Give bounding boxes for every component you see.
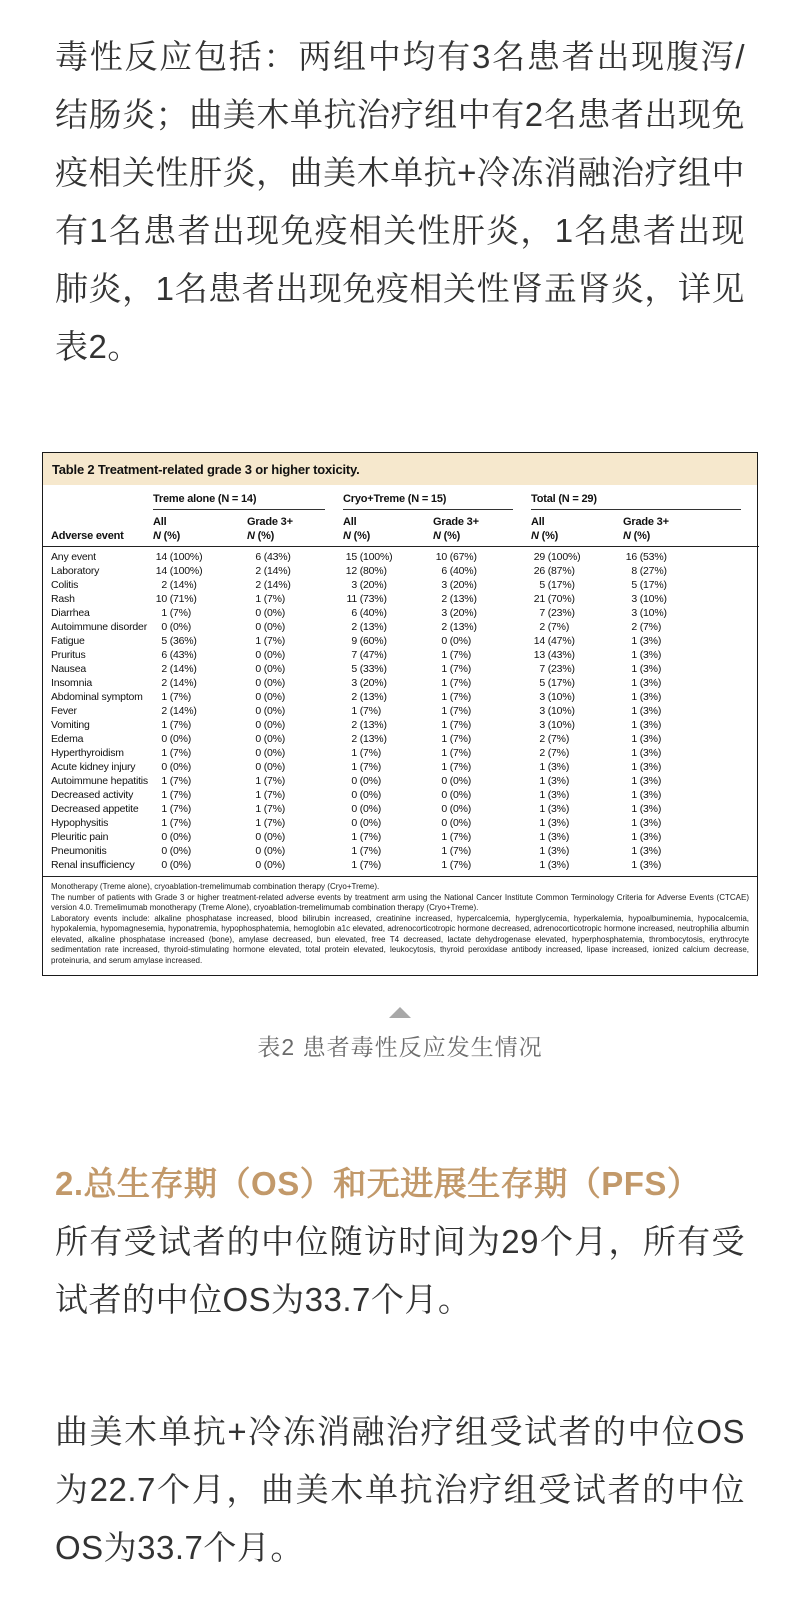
value-cell: 7 (47%)	[351, 649, 387, 661]
table-row	[43, 830, 759, 844]
npct-header: N (%)	[623, 529, 759, 547]
value-cell: 1 (7%)	[441, 733, 472, 745]
table-footnote: Laboratory events include: alkaline phosphatase increased, blood bilirubin increased, creatinine increased, hypercalcemia, hyperglycemia, hyperkalemia, hypoalbuminemia, hypocalcemia, hypokalemia, hypomagnesemia, hyponatremia, hypophosphatemia, hemoglobin a1c elevated, adrenocorticotropic hormone decreased, adrenocorticotropic hormone increased, neutrophilia albumin elevated, alkaline phosphatase increased (bone), amylase decreased, bun elevated, free T4 decreased, lactate dehydrogenase elevated, hyperphosphatemia, thrombocytosis, erythrocyte sedimentation rate increased, thyroid-stimulating hormone elevated, total protein elevated, leukocytosis, thyroid peroxidase antibody increased, lipase increased, ionized calcium decrease, proteinuria, and serum amylase increased.	[51, 913, 749, 965]
value-cell: 1 (7%)	[441, 719, 472, 731]
group-header-treme-alone	[153, 485, 343, 510]
group-label: Cryo+Treme (N = 15)	[343, 493, 513, 510]
value-cell: 3 (10%)	[539, 691, 575, 703]
sub-header-grade3: Grade 3+	[623, 516, 669, 528]
group-label: Total (N = 29)	[531, 493, 741, 510]
value-cell: 2 (14%)	[161, 579, 197, 591]
adverse-event-cell: Hypophysitis	[51, 817, 109, 829]
adverse-event-cell: Any event	[51, 551, 96, 563]
value-cell: 1 (3%)	[631, 761, 662, 773]
value-cell: 1 (7%)	[351, 845, 382, 857]
value-cell: 1 (3%)	[631, 775, 662, 787]
adverse-event-cell: Acute kidney injury	[51, 761, 136, 773]
value-cell: 1 (7%)	[161, 789, 192, 801]
value-cell: 1 (7%)	[255, 803, 286, 815]
npct-header: N (%)	[343, 529, 433, 547]
value-cell: 2 (7%)	[631, 621, 662, 633]
value-cell: 0 (0%)	[255, 705, 286, 717]
value-cell: 1 (7%)	[161, 817, 192, 829]
value-cell: 12 (80%)	[345, 565, 387, 577]
adverse-event-cell: Fever	[51, 705, 77, 717]
table-npct-header-row	[43, 529, 759, 547]
adverse-event-cell: Pleuritic pain	[51, 831, 109, 843]
value-cell: 7 (23%)	[539, 663, 575, 675]
value-cell: 0 (0%)	[351, 803, 382, 815]
figure-caption-block	[0, 1007, 800, 1062]
value-cell: 1 (3%)	[631, 733, 662, 745]
value-cell: 1 (3%)	[631, 691, 662, 703]
value-cell: 1 (3%)	[631, 817, 662, 829]
value-cell: 1 (7%)	[441, 705, 472, 717]
value-cell: 1 (7%)	[441, 831, 472, 843]
value-cell: 0 (0%)	[441, 635, 472, 647]
npct-header: N (%)	[247, 529, 343, 547]
value-cell: 2 (13%)	[351, 691, 387, 703]
toxicity-table-figure	[42, 452, 758, 976]
value-cell: 1 (3%)	[631, 803, 662, 815]
value-cell: 1 (3%)	[539, 775, 570, 787]
value-cell: 26 (87%)	[533, 565, 575, 577]
value-cell: 2 (7%)	[539, 621, 570, 633]
value-cell: 14 (100%)	[155, 565, 203, 577]
value-cell: 0 (0%)	[161, 733, 192, 745]
value-cell: 0 (0%)	[255, 831, 286, 843]
value-cell: 1 (3%)	[539, 845, 570, 857]
table-group-header-row	[43, 485, 759, 510]
adverse-event-cell: Insomnia	[51, 677, 93, 689]
value-cell: 0 (0%)	[161, 761, 192, 773]
value-cell: 1 (7%)	[161, 747, 192, 759]
value-cell: 1 (3%)	[539, 789, 570, 801]
adverse-event-cell: Abdominal symptom	[51, 691, 143, 703]
adverse-event-cell: Vomiting	[51, 719, 90, 731]
npct-header: N (%)	[433, 529, 531, 547]
sub-header-all: All	[153, 516, 167, 528]
value-cell: 0 (0%)	[351, 789, 382, 801]
table-footnote: The number of patients with Grade 3 or higher treatment-related adverse events by treatment arm using the National Cancer Institute Common Terminology Criteria for Adverse Events (CTCAE) version 4.0. Tremelimumab monotherapy (Treme Alone), cryoablation-tremelimumab combination therapy (Cryo+Treme).	[51, 892, 749, 912]
value-cell: 0 (0%)	[161, 845, 192, 857]
value-cell: 1 (3%)	[539, 817, 570, 829]
group-header-total	[531, 485, 759, 510]
figure-caption: 表2 患者毒性反应发生情况	[257, 1034, 543, 1060]
adverse-event-cell: Laboratory	[51, 565, 100, 577]
value-cell: 5 (33%)	[351, 663, 387, 675]
table-row	[43, 704, 759, 718]
section-heading-os-pfs: 2.总生存期（OS）和无进展生存期（PFS）	[55, 1165, 701, 1202]
value-cell: 14 (100%)	[155, 551, 203, 563]
value-cell: 2 (13%)	[441, 621, 477, 633]
bottom-spacer	[0, 1577, 800, 1618]
value-cell: 1 (3%)	[631, 789, 662, 801]
value-cell: 3 (10%)	[539, 719, 575, 731]
value-cell: 1 (3%)	[631, 845, 662, 857]
value-cell: 1 (3%)	[631, 859, 662, 871]
value-cell: 0 (0%)	[351, 817, 382, 829]
value-cell: 1 (3%)	[631, 663, 662, 675]
table-row	[43, 718, 759, 732]
value-cell: 1 (7%)	[255, 635, 286, 647]
group-header-cryo-treme	[343, 485, 531, 510]
value-cell: 1 (7%)	[441, 649, 472, 661]
table-row	[43, 844, 759, 858]
value-cell: 2 (14%)	[161, 663, 197, 675]
triangle-up-icon	[389, 1007, 411, 1018]
value-cell: 0 (0%)	[255, 747, 286, 759]
value-cell: 0 (0%)	[351, 775, 382, 787]
value-cell: 6 (43%)	[161, 649, 197, 661]
value-cell: 1 (3%)	[539, 761, 570, 773]
value-cell: 0 (0%)	[441, 803, 472, 815]
value-cell: 2 (14%)	[255, 579, 291, 591]
value-cell: 1 (3%)	[631, 705, 662, 717]
value-cell: 0 (0%)	[255, 691, 286, 703]
value-cell: 2 (14%)	[161, 705, 197, 717]
value-cell: 1 (7%)	[351, 747, 382, 759]
value-cell: 1 (3%)	[631, 831, 662, 843]
value-cell: 2 (7%)	[539, 733, 570, 745]
table-row	[43, 774, 759, 788]
value-cell: 6 (40%)	[441, 565, 477, 577]
value-cell: 1 (3%)	[539, 859, 570, 871]
value-cell: 3 (20%)	[351, 579, 387, 591]
table-row	[43, 634, 759, 648]
value-cell: 1 (7%)	[441, 677, 472, 689]
value-cell: 1 (7%)	[255, 817, 286, 829]
adverse-event-cell: Renal insufficiency	[51, 859, 135, 871]
value-cell: 13 (43%)	[533, 649, 575, 661]
sub-header-grade3: Grade 3+	[247, 516, 293, 528]
value-cell: 0 (0%)	[255, 607, 286, 619]
value-cell: 2 (13%)	[351, 621, 387, 633]
value-cell: 1 (3%)	[631, 677, 662, 689]
table-row	[43, 690, 759, 704]
intro-paragraph: 毒性反应包括：两组中均有3名患者出现腹泻/结肠炎；曲美木单抗治疗组中有2名患者出现免疫相关性肝炎，曲美木单抗+冷冻消融治疗组中有1名患者出现免疫相关性肝炎，1名患者出现肺炎，1名患者出现免疫相关性肾盂肾炎，详见表2。	[55, 38, 745, 365]
value-cell: 1 (7%)	[351, 859, 382, 871]
value-cell: 2 (7%)	[539, 747, 570, 759]
table-title: Table 2 Treatment-related grade 3 or higher toxicity.	[43, 453, 757, 485]
value-cell: 1 (7%)	[161, 803, 192, 815]
table-footnotes	[43, 876, 757, 975]
adverse-event-header: Adverse event	[43, 529, 153, 547]
table-row	[43, 746, 759, 760]
value-cell: 1 (7%)	[441, 845, 472, 857]
table-footnote: Monotherapy (Treme alone), cryoablation-tremelimumab combination therapy (Cryo+Treme).	[51, 882, 380, 891]
value-cell: 3 (10%)	[631, 607, 667, 619]
value-cell: 0 (0%)	[255, 621, 286, 633]
value-cell: 1 (7%)	[441, 663, 472, 675]
adverse-event-cell: Diarrhea	[51, 607, 90, 619]
value-cell: 0 (0%)	[255, 719, 286, 731]
value-cell: 1 (7%)	[161, 691, 192, 703]
value-cell: 2 (13%)	[351, 733, 387, 745]
value-cell: 2 (13%)	[441, 593, 477, 605]
value-cell: 5 (17%)	[539, 677, 575, 689]
value-cell: 6 (40%)	[351, 607, 387, 619]
table-row	[43, 564, 759, 578]
table-row	[43, 606, 759, 620]
value-cell: 2 (13%)	[351, 719, 387, 731]
os-paragraph-2: 曲美木单抗+冷冻消融治疗组受试者的中位OS为22.7个月，曲美木单抗治疗组受试者的中位OS为33.7个月。	[55, 1413, 745, 1566]
value-cell: 2 (14%)	[255, 565, 291, 577]
table-row	[43, 802, 759, 816]
adverse-event-cell: Autoimmune hepatitis	[51, 775, 148, 787]
value-cell: 1 (7%)	[161, 719, 192, 731]
toxicity-table	[43, 485, 759, 872]
value-cell: 0 (0%)	[255, 761, 286, 773]
table-row	[43, 676, 759, 690]
value-cell: 0 (0%)	[255, 859, 286, 871]
value-cell: 1 (7%)	[351, 705, 382, 717]
value-cell: 7 (23%)	[539, 607, 575, 619]
sub-header-all: All	[531, 516, 545, 528]
table-row	[43, 648, 759, 662]
adverse-event-cell: Edema	[51, 733, 84, 745]
value-cell: 5 (36%)	[161, 635, 197, 647]
sub-header-spacer	[43, 510, 153, 529]
sub-header-grade3: Grade 3+	[433, 516, 479, 528]
value-cell: 1 (3%)	[631, 719, 662, 731]
value-cell: 5 (17%)	[539, 579, 575, 591]
value-cell: 3 (10%)	[631, 593, 667, 605]
adverse-event-cell: Pruritus	[51, 649, 86, 661]
group-header-spacer	[43, 485, 153, 510]
table-body	[43, 547, 759, 873]
value-cell: 1 (7%)	[441, 691, 472, 703]
value-cell: 1 (7%)	[255, 593, 286, 605]
npct-header: N (%)	[531, 529, 623, 547]
value-cell: 1 (7%)	[441, 747, 472, 759]
value-cell: 1 (7%)	[351, 761, 382, 773]
adverse-event-cell: Pneumonitis	[51, 845, 107, 857]
value-cell: 0 (0%)	[255, 733, 286, 745]
value-cell: 1 (7%)	[441, 761, 472, 773]
value-cell: 0 (0%)	[255, 845, 286, 857]
value-cell: 8 (27%)	[631, 565, 667, 577]
value-cell: 15 (100%)	[345, 551, 393, 563]
group-label: Treme alone (N = 14)	[153, 493, 325, 510]
adverse-event-cell: Nausea	[51, 663, 86, 675]
table-row	[43, 816, 759, 830]
adverse-event-cell: Hyperthyroidism	[51, 747, 124, 759]
value-cell: 1 (7%)	[441, 859, 472, 871]
table-row	[43, 732, 759, 746]
value-cell: 1 (7%)	[161, 607, 192, 619]
os-paragraph-1: 所有受试者的中位随访时间为29个月，所有受试者的中位OS为33.7个月。	[55, 1223, 745, 1318]
value-cell: 1 (3%)	[539, 831, 570, 843]
adverse-event-cell: Rash	[51, 593, 75, 605]
value-cell: 14 (47%)	[533, 635, 575, 647]
value-cell: 1 (3%)	[631, 635, 662, 647]
value-cell: 9 (60%)	[351, 635, 387, 647]
value-cell: 3 (20%)	[351, 677, 387, 689]
table-row	[43, 662, 759, 676]
value-cell: 10 (67%)	[435, 551, 477, 563]
value-cell: 3 (20%)	[441, 579, 477, 591]
table-row	[43, 620, 759, 634]
value-cell: 1 (3%)	[631, 747, 662, 759]
table-row	[43, 592, 759, 606]
value-cell: 0 (0%)	[255, 649, 286, 661]
table-row	[43, 547, 759, 565]
value-cell: 1 (3%)	[539, 803, 570, 815]
value-cell: 0 (0%)	[441, 789, 472, 801]
npct-header: N (%)	[153, 529, 247, 547]
table-row	[43, 858, 759, 872]
value-cell: 1 (7%)	[351, 831, 382, 843]
value-cell: 10 (71%)	[155, 593, 197, 605]
value-cell: 21 (70%)	[533, 593, 575, 605]
sub-header-all: All	[343, 516, 357, 528]
value-cell: 5 (17%)	[631, 579, 667, 591]
value-cell: 0 (0%)	[161, 831, 192, 843]
value-cell: 16 (53%)	[625, 551, 667, 563]
adverse-event-cell: Colitis	[51, 579, 79, 591]
value-cell: 0 (0%)	[255, 677, 286, 689]
table-row	[43, 578, 759, 592]
table-row	[43, 760, 759, 774]
table-sub-header-row	[43, 510, 759, 529]
value-cell: 6 (43%)	[255, 551, 291, 563]
value-cell: 29 (100%)	[533, 551, 581, 563]
table-row	[43, 788, 759, 802]
value-cell: 1 (3%)	[631, 649, 662, 661]
value-cell: 3 (20%)	[441, 607, 477, 619]
value-cell: 1 (7%)	[255, 789, 286, 801]
value-cell: 1 (7%)	[161, 775, 192, 787]
adverse-event-cell: Autoimmune disorder	[51, 621, 147, 633]
value-cell: 0 (0%)	[161, 621, 192, 633]
value-cell: 11 (73%)	[346, 593, 387, 605]
value-cell: 2 (14%)	[161, 677, 197, 689]
adverse-event-cell: Decreased activity	[51, 789, 134, 801]
value-cell: 1 (7%)	[255, 775, 286, 787]
value-cell: 0 (0%)	[441, 817, 472, 829]
value-cell: 0 (0%)	[441, 775, 472, 787]
adverse-event-cell: Fatigue	[51, 635, 85, 647]
value-cell: 0 (0%)	[255, 663, 286, 675]
adverse-event-cell: Decreased appetite	[51, 803, 139, 815]
value-cell: 0 (0%)	[161, 859, 192, 871]
value-cell: 3 (10%)	[539, 705, 575, 717]
